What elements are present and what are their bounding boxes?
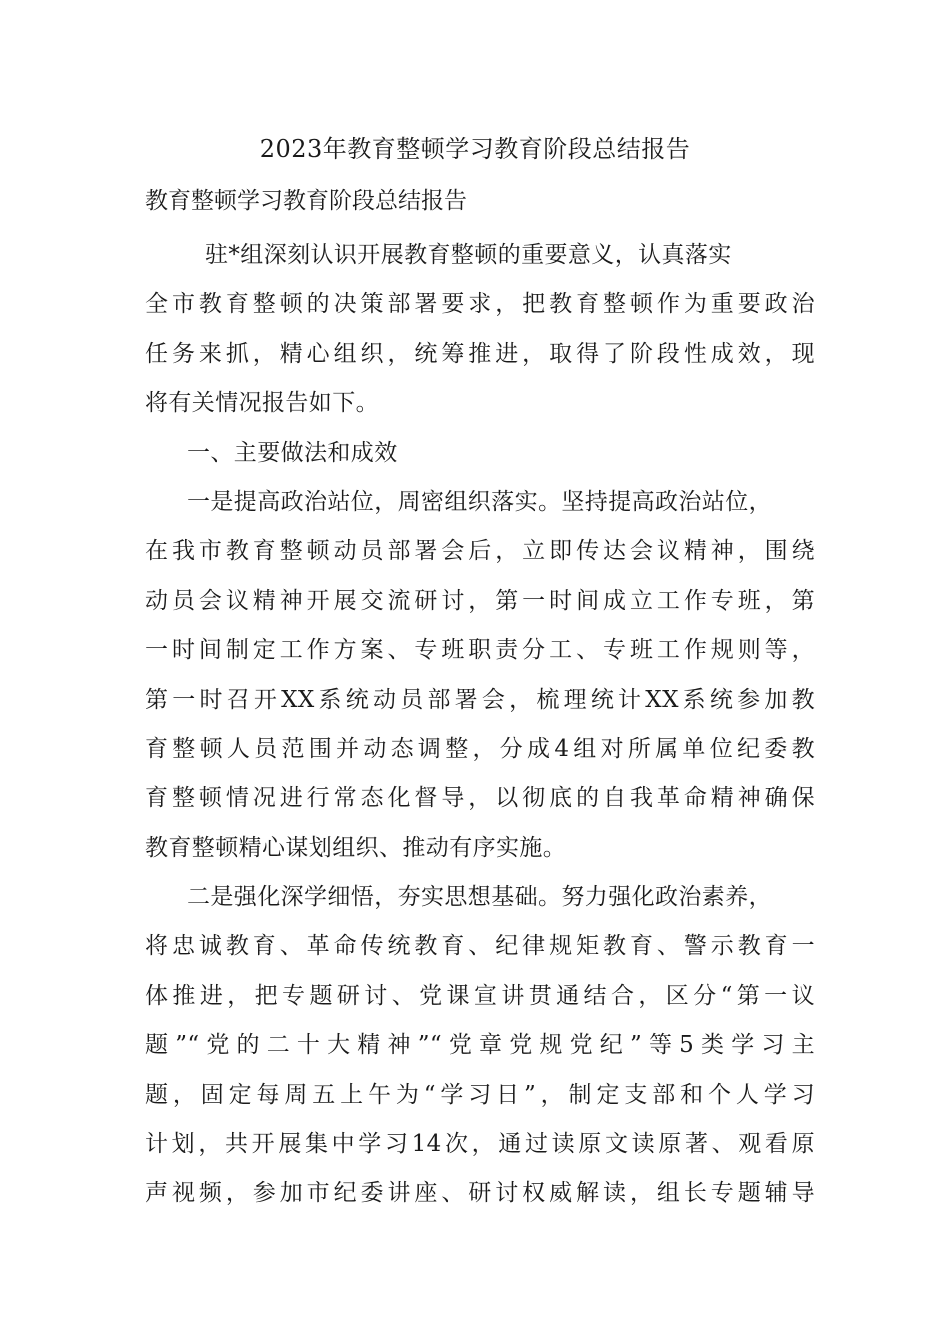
paragraph-line: 一是提高政治站位，周密组织落实。坚持提高政治站位， — [187, 488, 772, 515]
paragraph-line: 二是强化深学细悟，夯实思想基础。努力强化政治素养， — [187, 884, 772, 911]
document-body — [145, 231, 815, 1219]
paragraph-line: 声视频，参加市纪委讲座、研讨权威解读，组长专题辅导 — [145, 1180, 815, 1207]
paragraph-line: 教育整顿精心谋划组织、推动有序实施。 — [145, 834, 567, 861]
paragraph-line: 计划，共开展集中学习14次，通过读原文读原著、观看原 — [145, 1131, 815, 1158]
paragraph-line: 任务来抓，精心组织，统筹推进，取得了阶段性成效，现 — [145, 340, 815, 367]
paragraph-line: 全市教育整顿的决策部署要求，把教育整顿作为重要政治 — [145, 291, 815, 318]
paragraph-line: 将有关情况报告如下。 — [145, 390, 379, 417]
paragraph-line: 体推进，把专题研讨、党课宣讲贯通结合，区分“第一议 — [145, 982, 815, 1009]
paragraph-line: 动员会议精神开展交流研讨，第一时间成立工作专班，第 — [145, 587, 815, 614]
paragraph-line: 育整顿情况进行常态化督导，以彻底的自我革命精神确保 — [145, 785, 815, 812]
paragraph-line: 一时间制定工作方案、专班职责分工、专班工作规则等， — [145, 637, 815, 664]
document-title: 2023年教育整顿学习教育阶段总结报告 — [259, 135, 691, 163]
paragraph-line: 将忠诚教育、革命传统教育、纪律规矩教育、警示教育一 — [145, 933, 815, 960]
paragraph-line: 题”“党的二十大精神”“党章党规党纪”等5类学习主 — [145, 1032, 815, 1059]
paragraph-line: 在我市教育整顿动员部署会后，立即传达会议精神，围绕 — [145, 538, 815, 565]
paragraph-line: 第一时召开XX系统动员部署会，梳理统计XX系统参加教 — [145, 686, 815, 713]
section-heading: 一、主要做法和成效 — [187, 439, 398, 466]
paragraph-line: 驻*组深刻认识开展教育整顿的重要意义，认真落实 — [205, 242, 732, 268]
document-subtitle: 教育整顿学习教育阶段总结报告 — [145, 188, 467, 214]
paragraph-line: 育整顿人员范围并动态调整，分成4组对所属单位纪委教 — [145, 735, 815, 762]
paragraph-line: 题，固定每周五上午为“学习日”，制定支部和个人学习 — [145, 1081, 815, 1108]
